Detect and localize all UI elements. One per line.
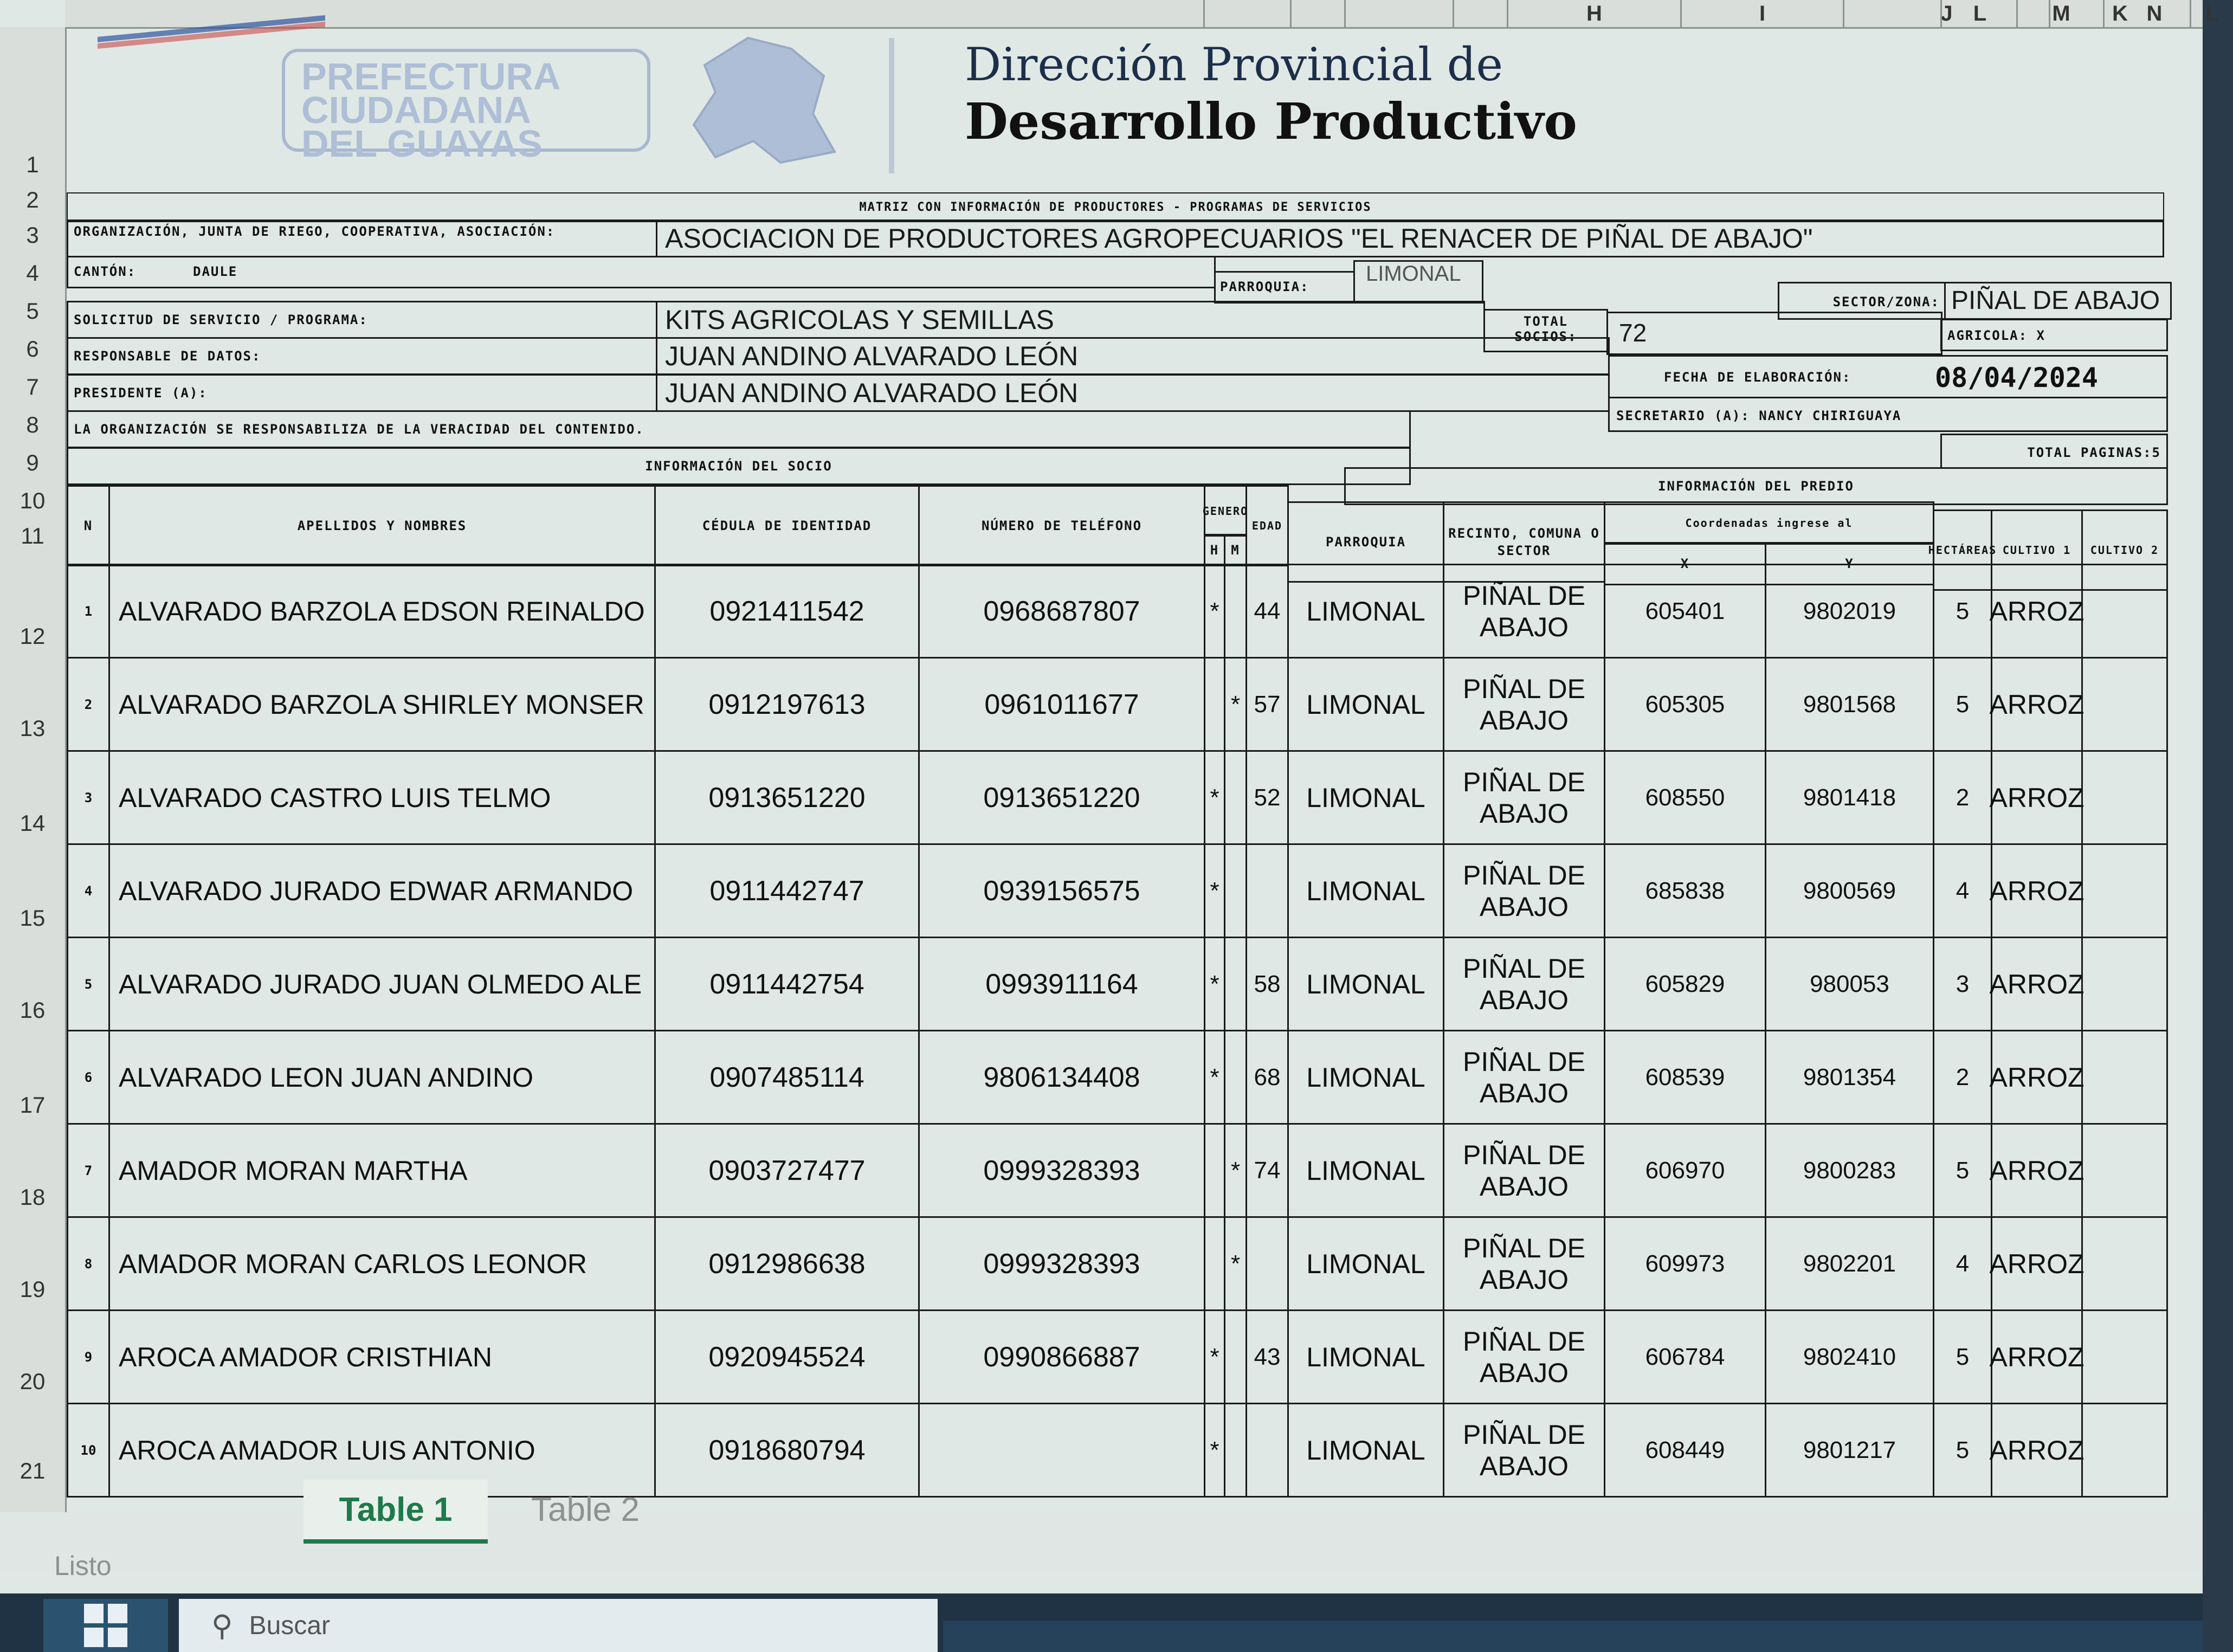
tab-table-2[interactable]: Table 2 [531,1490,640,1528]
cell-coord-x[interactable]: 605305 [1604,657,1766,752]
cell-cultivo1[interactable]: ARROZ [1991,1216,2083,1311]
cell-genero-h[interactable] [1204,1216,1225,1311]
cell-cultivo2[interactable] [2081,1030,2168,1125]
row-header[interactable]: 3 [26,222,39,248]
cell-parroquia[interactable]: LIMONAL [1287,1403,1444,1498]
secretario-label: SECRETARIO (A): NANCY CHIRIGUAYA [1608,397,2168,432]
cell-coord-y[interactable]: 9800283 [1765,1123,1934,1218]
cell-cultivo2[interactable] [2081,1309,2168,1404]
cell-cultivo1[interactable]: ARROZ [1991,1123,2083,1218]
tab-table-1[interactable]: Table 1 [304,1480,488,1544]
parroquia-value[interactable]: LIMONAL [1353,260,1483,304]
cell-coord-x[interactable]: 685838 [1604,843,1766,938]
cell-coord-y[interactable]: 9802410 [1765,1309,1934,1404]
page-title-line1: Dirección Provincial de [965,38,1503,91]
cell-genero-m[interactable] [1224,564,1247,659]
column-header-k[interactable]: K [2049,0,2190,27]
cell-cedula[interactable]: 0918680794 [654,1403,920,1498]
column-header-bar [65,0,2219,29]
cell-hectareas[interactable]: 2 [1933,1030,1992,1125]
presidente-value[interactable]: JUAN ANDINO ALVARADO LEÓN [656,374,1610,412]
cell-nombre[interactable]: ALVARADO JURADO EDWAR ARMANDO [108,843,656,938]
cell-coord-y[interactable]: 9802019 [1765,564,1934,659]
row-header[interactable]: 12 [20,623,46,649]
guayas-map-icon [683,33,846,168]
cell-edad[interactable]: 74 [1245,1123,1289,1218]
cell-coord-x[interactable]: 608550 [1604,750,1766,845]
cell-edad[interactable]: 52 [1245,750,1289,845]
cell-hectareas[interactable]: 3 [1933,937,1992,1031]
th-genero: GENERO [1204,485,1247,537]
cell-coord-y[interactable]: 9801418 [1765,750,1934,845]
cell-nombre[interactable]: AMADOR MORAN CARLOS LEONOR [108,1216,656,1311]
responsable-value[interactable]: JUAN ANDINO ALVARADO LEÓN [656,337,1610,375]
row-header[interactable]: 4 [26,260,39,286]
cell-cultivo2[interactable] [2081,657,2168,752]
cell-genero-m[interactable]: * [1224,657,1247,752]
cell-cultivo1[interactable]: ARROZ [1991,937,2083,1031]
cell-genero-m[interactable] [1224,1030,1247,1125]
cell-cedula[interactable]: 0913651220 [654,750,920,845]
column-header-l2[interactable]: L [1940,0,2018,27]
row-header[interactable]: 11 [21,523,44,548]
th-x: X [1604,542,1766,585]
cell-recinto[interactable]: PIÑAL DE ABAJO [1443,1123,1605,1218]
service-value[interactable]: KITS AGRICOLAS Y SEMILLAS [656,301,1485,339]
cell-cultivo2[interactable] [2081,1123,2168,1218]
cell-parroquia[interactable]: LIMONAL [1287,750,1444,845]
cell-parroquia[interactable]: LIMONAL [1287,657,1444,752]
cell-genero-h[interactable]: * [1204,750,1225,845]
page-title-line2: Desarrollo Productivo [965,92,1577,151]
row-header[interactable]: 19 [20,1276,46,1302]
cell-genero-h[interactable]: * [1204,1403,1225,1498]
cell-parroquia[interactable]: LIMONAL [1287,564,1444,659]
cell-genero-h[interactable]: * [1204,843,1225,938]
row-header[interactable]: 7 [26,374,39,399]
column-header[interactable] [1203,0,1290,27]
cell-coord-x[interactable]: 606784 [1604,1309,1766,1404]
cell-cultivo2[interactable] [2081,564,2168,659]
total-socios-value[interactable]: 72 [1606,312,1942,355]
cell-num[interactable]: 9 [67,1309,110,1404]
cell-coord-x[interactable]: 605401 [1604,564,1766,659]
cell-num[interactable]: 4 [67,843,110,938]
cell-nombre[interactable]: AROCA AMADOR CRISTHIAN [108,1309,656,1404]
responsable-label: RESPONSABLE DE DATOS: [67,337,657,375]
th-cultivo2: CULTIVO 2 [2081,509,2168,591]
cell-recinto[interactable]: PIÑAL DE ABAJO [1443,1403,1605,1498]
cell-nombre[interactable]: ALVARADO BARZOLA EDSON REINALDO [108,564,656,659]
th-coordenadas: Coordenadas ingrese al [1604,501,1934,545]
cell-telefono[interactable]: 9806134408 [918,1030,1205,1125]
th-recinto: RECINTO, COMUNA O SECTOR [1443,501,1605,583]
cell-nombre[interactable]: AMADOR MORAN MARTHA [108,1123,656,1218]
cell-genero-m[interactable] [1224,1403,1247,1498]
cell-parroquia[interactable]: LIMONAL [1287,937,1444,1031]
status-text: Listo [54,1551,112,1581]
cell-nombre[interactable]: AROCA AMADOR LUIS ANTONIO [108,1403,656,1498]
cell-coord-x[interactable]: 608449 [1604,1403,1766,1498]
row-header[interactable]: 6 [26,336,39,362]
cell-parroquia[interactable]: LIMONAL [1287,1309,1444,1404]
sector-label: SECTOR/ZONA: [1778,282,1946,320]
cell-cultivo1[interactable]: ARROZ [1991,750,2083,845]
cell-parroquia[interactable]: LIMONAL [1287,1030,1444,1125]
row-header-bar [0,27,67,1512]
cell-num[interactable]: 1 [67,564,110,659]
cell-nombre[interactable]: ALVARADO CASTRO LUIS TELMO [108,750,656,845]
row-header[interactable]: 18 [20,1184,46,1210]
sector-value[interactable]: PIÑAL DE ABAJO [1944,282,2172,320]
org-value[interactable]: ASOCIACION DE PRODUCTORES AGROPECUARIOS "EL RENACER DE PIÑAL DE ABAJO" [656,220,2164,257]
cell-num[interactable]: 6 [67,1030,110,1125]
cell-genero-h[interactable]: * [1204,564,1225,659]
th-parroquia: PARROQUIA [1287,501,1444,583]
cell-recinto[interactable]: PIÑAL DE ABAJO [1443,1216,1605,1311]
fecha-row [1608,355,2168,398]
search-placeholder: Buscar [249,1611,330,1640]
cell-cultivo2[interactable] [2081,937,2168,1031]
cell-recinto[interactable]: PIÑAL DE ABAJO [1443,843,1605,938]
column-header-j[interactable]: J [1843,0,2049,27]
prefectura-logo [282,49,650,165]
taskbar-search-input[interactable] [179,1599,938,1652]
row-header[interactable]: 5 [26,298,39,324]
column-header-l[interactable]: L [2190,0,2233,27]
cell-cultivo1[interactable]: ARROZ [1991,1030,2083,1125]
cell-coord-y[interactable]: 9801354 [1765,1030,1934,1125]
logo-line: PREFECTURA [301,55,561,98]
cell-telefono[interactable]: 0993911164 [918,937,1205,1031]
cell-num[interactable]: 5 [67,937,110,1031]
parroquia-label: PARROQUIA: [1214,271,1355,304]
th-h: H [1204,534,1225,566]
th-telefono: NÚMERO DE TELÉFONO [918,485,1205,566]
cell-cultivo2[interactable] [2081,1216,2168,1311]
taskbar-apps [943,1621,2203,1652]
total-paginas: TOTAL PAGINAS:5 [1940,434,2168,469]
cell-cultivo1[interactable]: ARROZ [1991,1403,2083,1498]
row-header[interactable]: 13 [20,715,46,741]
cell-recinto[interactable]: PIÑAL DE ABAJO [1443,1030,1605,1125]
cell-genero-m[interactable] [1224,937,1247,1031]
cell-genero-m[interactable] [1224,843,1247,938]
cell-coord-y[interactable]: 9800569 [1765,843,1934,938]
cell-cultivo1[interactable]: ARROZ [1991,843,2083,938]
cell-coord-x[interactable]: 605829 [1604,937,1766,1031]
row-header[interactable]: 14 [20,810,46,836]
cell-cultivo2[interactable] [2081,1403,2168,1498]
cell-genero-m[interactable]: * [1224,1123,1247,1218]
column-header-h[interactable]: H [1507,0,1680,27]
cell-edad[interactable] [1245,843,1289,938]
column-header-m[interactable]: M [2016,0,2105,27]
canton-label: CANTÓN: [74,264,137,279]
cell-hectareas[interactable]: 4 [1933,843,1992,938]
cell-cedula[interactable]: 0911442747 [654,843,920,938]
cell-telefono[interactable]: 0961011677 [918,657,1205,752]
cell-nombre[interactable]: ALVARADO BARZOLA SHIRLEY MONSER [108,657,656,752]
row-header[interactable]: 9 [26,450,39,475]
cell-edad[interactable]: 58 [1245,937,1289,1031]
row-header[interactable]: 15 [20,905,46,931]
cell-genero-h[interactable]: * [1204,1030,1225,1125]
cell-coord-y[interactable]: 9801568 [1765,657,1934,752]
cell-hectareas[interactable]: 4 [1933,1216,1992,1311]
cell-cultivo1[interactable]: ARROZ [1991,1309,2083,1404]
cell-hectareas[interactable]: 5 [1933,564,1992,659]
cell-cedula[interactable]: 0920945524 [654,1309,920,1404]
service-label: SOLICITUD DE SERVICIO / PROGRAMA: [67,301,657,339]
cell-num[interactable]: 2 [67,657,110,752]
start-button[interactable] [43,1599,168,1652]
cell-hectareas[interactable]: 5 [1933,1309,1992,1404]
cell-edad[interactable]: 57 [1245,657,1289,752]
cell-cedula[interactable]: 0903727477 [654,1123,920,1218]
cell-recinto[interactable]: PIÑAL DE ABAJO [1443,657,1605,752]
cell-edad[interactable]: 44 [1245,564,1289,659]
row-header[interactable]: 8 [26,412,39,437]
org-label: ORGANIZACIÓN, JUNTA DE RIEGO, COOPERATIVA, ASOCIACIÓN: [67,220,657,257]
presidente-label: PRESIDENTE (A): [67,374,657,412]
cell-recinto[interactable]: PIÑAL DE ABAJO [1443,564,1605,659]
column-header-n[interactable]: N [2103,0,2204,27]
cell-nombre[interactable]: ALVARADO JURADO JUAN OLMEDO ALE [108,937,656,1031]
th-cedula: CÉDULA DE IDENTIDAD [654,485,920,566]
cell-coord-y[interactable]: 9801217 [1765,1403,1934,1498]
cell-telefono[interactable]: 0999328393 [918,1216,1205,1311]
th-m: M [1224,534,1247,566]
cell-recinto[interactable]: PIÑAL DE ABAJO [1443,750,1605,845]
cell-edad[interactable]: 43 [1245,1309,1289,1404]
cell-edad[interactable]: 68 [1245,1030,1289,1125]
cell-edad[interactable] [1245,1216,1289,1311]
cell-cedula[interactable]: 0921411542 [654,564,920,659]
column-header[interactable] [1344,0,1453,27]
cell-telefono[interactable]: 0990866887 [918,1309,1205,1404]
matrix-title: MATRIZ CON INFORMACIÓN DE PRODUCTORES - PROGRAMAS DE SERVICIOS [67,192,2164,222]
cell-parroquia[interactable]: LIMONAL [1287,843,1444,938]
search-icon: ⚲ [211,1609,233,1642]
cell-genero-h[interactable]: * [1204,937,1225,1031]
agricola-label: AGRICOLA: X [1940,319,2168,351]
cell-cedula[interactable]: 0912986638 [654,1216,920,1311]
row-header[interactable]: 21 [20,1458,46,1483]
cell-coord-x[interactable]: 606970 [1604,1123,1766,1218]
row-header[interactable]: 10 [20,488,46,513]
cell-telefono[interactable]: 0913651220 [918,750,1205,845]
row-header[interactable]: 1 [26,152,39,177]
cell-genero-m[interactable] [1224,1309,1247,1404]
column-header[interactable] [1290,0,1344,27]
info-predio-header: INFORMACIÓN DEL PREDIO [1344,467,2168,505]
cell-num[interactable]: 3 [67,750,110,845]
cell-hectareas[interactable]: 5 [1933,1403,1992,1498]
canton-value[interactable]: DAULE [193,264,238,279]
cell-num[interactable]: 10 [67,1403,110,1498]
cell-recinto[interactable]: PIÑAL DE ABAJO [1443,1309,1605,1404]
cell-hectareas[interactable]: 5 [1933,657,1992,752]
cell-coord-x[interactable]: 609973 [1604,1216,1766,1311]
th-nombres: APELLIDOS Y NOMBRES [108,485,656,566]
cell-genero-m[interactable]: * [1224,1216,1247,1311]
cell-coord-y[interactable]: 980053 [1765,937,1934,1031]
logo-line: DEL GUAYAS [301,122,543,165]
cell-telefono[interactable]: 0939156575 [918,843,1205,938]
cell-hectareas[interactable]: 2 [1933,750,1992,845]
windows-icon [81,1601,130,1650]
cell-cultivo2[interactable] [2081,843,2168,938]
row-header[interactable]: 20 [20,1369,46,1394]
cell-edad[interactable] [1245,1403,1289,1498]
row-header[interactable]: 16 [20,997,46,1023]
cell-genero-h[interactable]: * [1204,1309,1225,1404]
cell-cultivo1[interactable]: ARROZ [1991,564,2083,659]
cell-nombre[interactable]: ALVARADO LEON JUAN ANDINO [108,1030,656,1125]
fecha-value[interactable]: 08/04/2024 [1935,362,2099,393]
column-header-i[interactable]: I [1680,0,1843,27]
cell-parroquia[interactable]: LIMONAL [1287,1123,1444,1218]
cell-genero-m[interactable] [1224,750,1247,845]
cell-cedula[interactable]: 0907485114 [654,1030,920,1125]
canton-row [67,256,1216,288]
cell-num[interactable]: 8 [67,1216,110,1311]
cell-telefono[interactable] [918,1403,1205,1498]
th-cultivo1: CULTIVO 1 [1991,509,2083,591]
info-socio-header: INFORMACIÓN DEL SOCIO [67,447,1411,485]
row-header[interactable]: 17 [20,1092,46,1118]
cell-cedula[interactable]: 0911442754 [654,937,920,1031]
veracidad-note: LA ORGANIZACIÓN SE RESPONSABILIZA DE LA VERACIDAD DEL CONTENIDO. [67,410,1411,448]
cell-genero-h[interactable] [1204,1123,1225,1218]
th-num: N [67,485,110,566]
cell-cedula[interactable]: 0912197613 [654,657,920,752]
total-socios-label: TOTAL SOCIOS: [1483,309,1608,352]
cell-cultivo1[interactable]: ARROZ [1991,657,2083,752]
cell-hectareas[interactable]: 5 [1933,1123,1992,1218]
fecha-label: FECHA DE ELABORACIÓN: [1664,370,1851,385]
column-header[interactable] [1453,0,1507,27]
th-edad: EDAD [1245,485,1289,566]
cell-telefono[interactable]: 0999328393 [918,1123,1205,1218]
th-hectareas: HECTÁREAS [1933,509,1992,591]
th-y: Y [1765,542,1934,585]
flag-stripes-icon [98,22,325,49]
cell-recinto[interactable]: PIÑAL DE ABAJO [1443,937,1605,1031]
cell-num[interactable]: 7 [67,1123,110,1218]
logo-line: CIUDADANA [301,89,531,131]
row-header[interactable]: 2 [26,187,39,212]
cell-coord-y[interactable]: 9802201 [1765,1216,1934,1311]
cell-genero-h[interactable] [1204,657,1225,752]
cell-parroquia[interactable]: LIMONAL [1287,1216,1444,1311]
cell-telefono[interactable]: 0968687807 [918,564,1205,659]
header-divider [889,38,894,173]
cell-coord-x[interactable]: 608539 [1604,1030,1766,1125]
cell-cultivo2[interactable] [2081,750,2168,845]
